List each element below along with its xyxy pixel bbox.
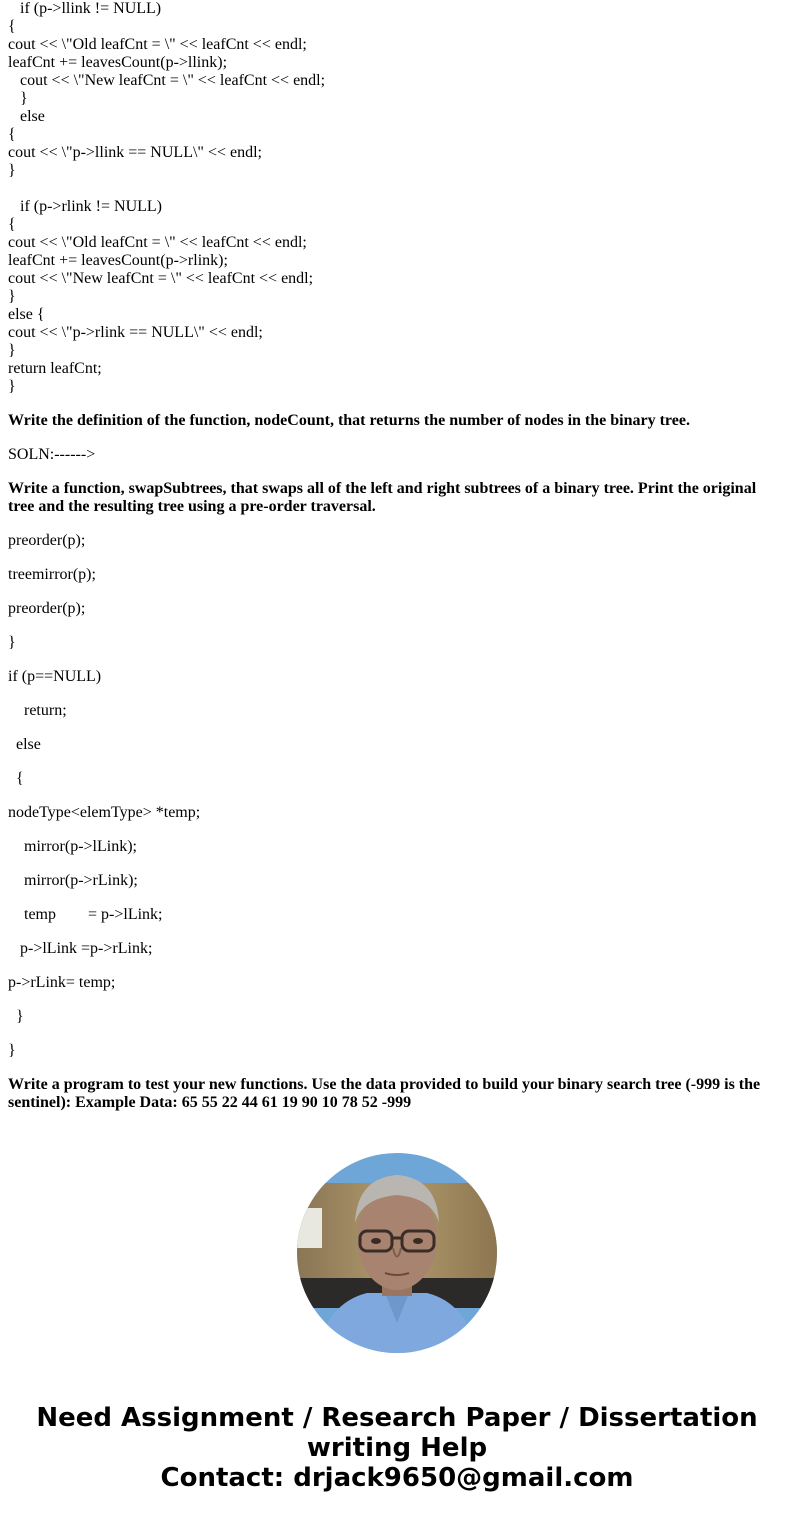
code-line: cout << \"New leafCnt = \" << leafCnt << endl; [8,72,326,89]
code-line: cout << \"New leafCnt = \" << leafCnt << endl; [8,270,314,287]
code-line: leafCnt += leavesCount(p->llink); [8,54,228,71]
code-line: cout << \"p->llink == NULL\" << endl; [8,144,262,161]
code-line: mirror(p->rLink); [8,872,138,889]
code-line: { [8,18,16,35]
code-line: { [8,770,24,787]
code-line: mirror(p->lLink); [8,838,137,855]
code-block-left-subtree [8,0,786,180]
person-photo-icon [297,1153,497,1353]
code-line: treemirror(p); [8,566,96,583]
code-line: temp = p->lLink; [8,906,163,923]
code-line: cout << \"Old leafCnt = \" << leafCnt << endl; [8,36,307,53]
code-line: { [8,216,16,233]
code-line: cout << \"Old leafCnt = \" << leafCnt << endl; [8,234,307,251]
code-line: preorder(p); [8,600,86,617]
code-line: leafCnt += leavesCount(p->rlink); [8,252,228,269]
promo-line-1: Need Assignment / Research Paper / Dissertation [36,1403,758,1433]
code-line: return leafCnt; [8,360,102,377]
promo-line-2: writing Help [306,1433,488,1463]
code-line: p->lLink =p->rLink; [8,940,153,957]
avatar [297,1153,497,1353]
code-line: return; [8,702,67,719]
question-nodecount: Write the definition of the function, nodeCount, that returns the number of nodes in the binary tree. [8,412,690,429]
document-content [8,0,786,1112]
promo-banner [0,1403,794,1493]
code-line: } [8,1008,24,1025]
spacer [8,180,786,198]
question-swap-subtrees: Write a function, swapSubtrees, that swaps all of the left and right subtrees of a binary tree. Print the original tree and the resulting tree using a pre-order traversal. [8,480,757,515]
code-line: } [8,634,16,651]
code-line: p->rLink= temp; [8,974,116,991]
code-line: else [8,736,41,753]
code-line: } [8,378,16,395]
code-line: if (p->llink != NULL) [8,0,162,17]
code-line: } [8,90,28,107]
promo-contact: Contact: drjack9650@gmail.com [160,1463,634,1493]
question-test-program: Write a program to test your new functions. Use the data provided to build your binary search tree (-999 is the sentinel): Example Data: 65 55 22 44 61 19 90 10 78 52 -999 [8,1076,761,1111]
code-line: } [8,162,16,179]
code-line: preorder(p); [8,532,86,549]
code-block-right-subtree [8,198,786,396]
code-line: } [8,288,16,305]
code-line: cout << \"p->rlink == NULL\" << endl; [8,324,263,341]
solution-label: SOLN:------> [8,446,96,463]
code-line: if (p->rlink != NULL) [8,198,163,215]
code-line: } [8,342,16,359]
code-line: { [8,126,16,143]
code-line: if (p==NULL) [8,668,102,685]
code-line: else { [8,306,45,323]
code-line: } [8,1042,16,1059]
code-line: nodeType<elemType> *temp; [8,804,201,821]
code-line: else [8,108,45,125]
code-block-swap [8,532,786,1060]
